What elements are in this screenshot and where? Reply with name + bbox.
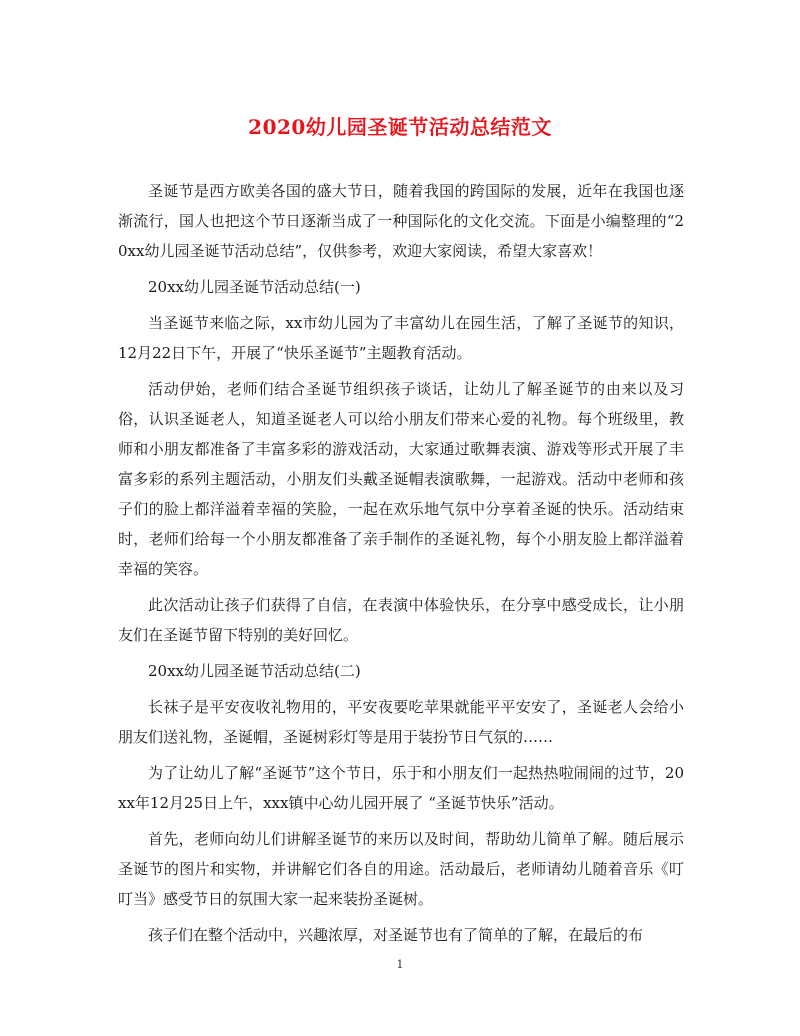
body-paragraph: 活动伊始，老师们结合圣诞节组织孩子谈话，让幼儿了解圣诞节的由来以及习俗，认识圣诞老人，知道圣诞老人可以给小朋友们带来心爱的礼物。每个班级里，教师和小朋友都准备了丰富多彩的游戏活动，大家通过歌舞表演、游戏等形式开展了丰富多彩的系列主题活动，小朋友们头戴圣诞帽表演歌舞，一起游戏。活动中老师和孩子们的脸上都洋溢着幸福的笑脸，一起在欢乐地气氛中分享着圣诞的快乐。活动结束时，老师们给每一个小朋友都准备了亲手制作的圣诞礼物，每个小朋友脸上都洋溢着幸福的笑容。 xyxy=(118,380,684,578)
body-paragraph: 长袜子是平安夜收礼物用的，平安夜要吃苹果就能平平安安了，圣诞老人会给小朋友们送礼物，圣诞帽，圣诞树彩灯等是用于装扮节日气氛的…… xyxy=(118,698,684,746)
intro-paragraph: 圣诞节是西方欧美各国的盛大节日，随着我国的跨国际的发展，近年在我国也逐渐流行，国人也把这个节日逐渐当成了一种国际化的文化交流。下面是小编整理的“20xx幼儿园圣诞节活动总结”，仅供参考，欢迎大家阅读，希望大家喜欢！ xyxy=(118,182,684,260)
body-paragraph: 当圣诞节来临之际，xx市幼儿园为了丰富幼儿在园生活，了解了圣诞节的知识，12月22日下午，开展了“快乐圣诞节”主题教育活动。 xyxy=(118,314,684,362)
section-heading-two: 20xx幼儿园圣诞节活动总结(二) xyxy=(148,662,361,680)
body-paragraph: 孩子们在整个活动中，兴趣浓厚，对圣诞节也有了简单的了解，在最后的布 xyxy=(148,926,644,944)
section-heading-one: 20xx幼儿园圣诞节活动总结(一) xyxy=(148,278,361,296)
document-title: 2020幼儿园圣诞节活动总结范文 xyxy=(248,115,552,139)
document-body xyxy=(118,176,684,956)
body-paragraph: 首先，老师向幼儿们讲解圣诞节的来历以及时间，帮助幼儿简单了解。随后展示圣诞节的图片和实物，并讲解它们各自的用途。活动最后，老师请幼儿随着音乐《叮叮当》感受节日的氛围大家一起来装扮圣诞树。 xyxy=(118,830,684,908)
page-number: 1 xyxy=(396,958,404,971)
body-paragraph: 此次活动让孩子们获得了自信，在表演中体验快乐，在分享中感受成长，让小朋友们在圣诞节留下特别的美好回忆。 xyxy=(118,596,684,644)
body-paragraph: 为了让幼儿了解“圣诞节”这个节日，乐于和小朋友们一起热热啦闹闹的过节，20xx年12月25日上午，xxx镇中心幼儿园开展了 “圣诞节快乐”活动。 xyxy=(118,764,684,812)
